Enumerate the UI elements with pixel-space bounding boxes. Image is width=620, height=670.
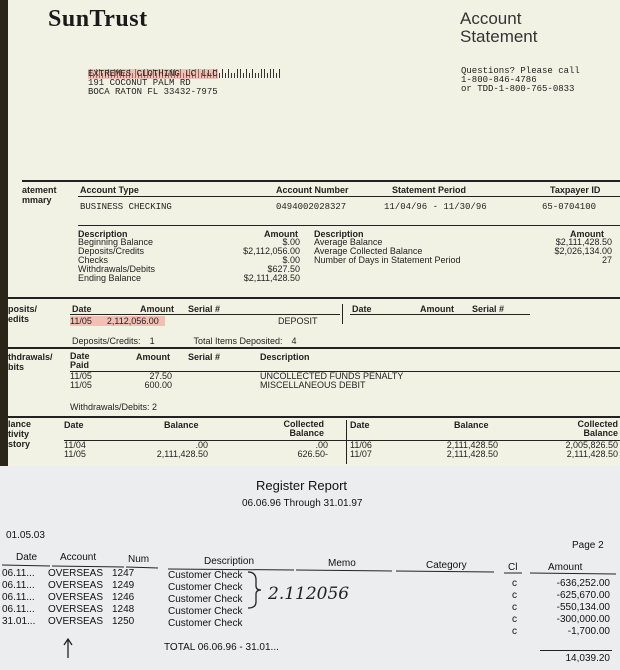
balance-header-collected: Collected Balance	[283, 419, 324, 438]
register-amounts: -636,252.00 -625,670.00 -550,134.00 -300,000.00 -1,700.00	[556, 578, 610, 637]
statement-title-line2: Statement	[460, 27, 538, 46]
postal-barcode	[90, 60, 282, 69]
deposits-top-rule	[8, 297, 620, 299]
deposit-description: DEPOSIT	[278, 316, 318, 326]
deposit-date: 11/05	[70, 316, 92, 326]
statement-period-value: 11/04/96 - 11/30/96	[384, 202, 487, 212]
register-accounts: OVERSEAS OVERSEAS OVERSEAS OVERSEAS OVERSEAS	[48, 568, 104, 627]
balance-header-date: Date	[64, 420, 84, 430]
barcode-bar	[228, 69, 229, 78]
deposit-row	[70, 316, 165, 326]
header-statement-period: Statement Period	[392, 185, 467, 195]
withdrawals-header-amount: Amount	[136, 352, 170, 362]
col-header-date: Date	[16, 552, 38, 563]
deposits-header-serial-2: Serial #	[472, 304, 505, 314]
barcode-bar	[231, 73, 232, 78]
barcode-bar	[252, 69, 253, 78]
statement-title-line1: Account	[460, 9, 522, 28]
register-report-sheet	[0, 466, 620, 670]
handwritten-brace	[244, 570, 264, 610]
withdrawals-header-serial: Serial #	[188, 352, 221, 362]
balance-right-balances: 2,111,428.50 2,111,428.50	[446, 440, 498, 459]
deposits-column-divider	[342, 304, 343, 324]
account-type-value: BUSINESS CHECKING	[80, 202, 172, 212]
register-check-numbers: 1247 1249 1246 1248 1250	[112, 568, 135, 627]
barcode-bar	[240, 69, 241, 78]
summary-right-amounts: $2,111,428.50 $2,026,134.00 27	[554, 237, 612, 265]
summary-top-rule	[22, 180, 620, 182]
register-total-amount: 14,039.20	[565, 653, 610, 664]
summary-right-descriptions: Average Balance Average Collected Balance Number of Days in Statement Period	[314, 237, 461, 265]
balance-left-balances: .00 2,111,428.50	[156, 440, 208, 459]
deposits-header-amount: Amount	[140, 304, 174, 314]
balance-section-label: lance tivity story	[8, 419, 32, 449]
summary-mid-rule	[78, 225, 620, 226]
balance-header-collected-2: Collected Balance	[577, 419, 618, 438]
withdrawal-amounts: 27.50 600.00	[144, 371, 172, 390]
barcode-bar	[273, 69, 274, 78]
barcode-bar	[222, 69, 223, 78]
balance-header-balance-2: Balance	[454, 420, 489, 430]
deposits-section-label: posits/ edits	[8, 304, 38, 324]
balance-right-dates: 11/06 11/07	[350, 440, 372, 459]
withdrawals-section-label: thdrawals/ bits	[8, 352, 53, 372]
barcode-bar	[234, 73, 235, 78]
deposits-footer: Deposits/Credits: 1 Total Items Deposited: 4	[72, 336, 297, 346]
summary-section-label: atement mmary	[22, 185, 57, 205]
barcode-bar	[279, 69, 280, 78]
barcode-bar	[264, 69, 265, 78]
col-header-amount: Amount	[548, 562, 583, 573]
summary-left-amounts: $.00 $2,112,056.00 $.00 $627.50 $2,111,428.50	[243, 237, 300, 283]
account-statement-sheet	[8, 0, 620, 468]
register-dates: 06.11... 06.11... 06.11... 06.11... 31.01...	[2, 568, 36, 627]
total-rule	[540, 650, 612, 651]
register-title: Register Report	[256, 478, 348, 493]
handwritten-total-note: 2.112056	[268, 584, 350, 604]
summary-left-descriptions: Beginning Balance Deposits/Credits Checks Withdrawals/Debits Ending Balance	[78, 237, 156, 283]
contact-line-1: Questions? Please call	[461, 66, 580, 76]
col-header-account: Account	[60, 552, 97, 563]
taxpayer-id-value: 65-0704100	[542, 202, 597, 212]
barcode-bar	[267, 73, 268, 78]
summary-left-description-header: Description	[78, 229, 128, 239]
barcode-bar	[237, 69, 238, 78]
deposits-header-rule-2	[350, 314, 530, 315]
balance-header-date-2: Date	[350, 420, 370, 430]
bank-logo: SunTrust	[48, 6, 148, 32]
withdrawals-header-description: Description	[260, 352, 310, 362]
mailing-address	[88, 70, 218, 97]
balance-left-dates: 11/04 11/05	[64, 440, 86, 459]
balance-header-balance: Balance	[164, 420, 199, 430]
account-number-value: 0494002028327	[276, 202, 347, 212]
withdrawal-descriptions: UNCOLLECTED FUNDS PENALTY MISCELLANEOUS DEBIT	[260, 371, 404, 390]
barcode-bar	[243, 73, 244, 78]
contact-info	[461, 67, 580, 94]
col-header-category: Category	[426, 560, 467, 571]
address-line-2: 191 COCONUT PALM RD	[88, 78, 191, 88]
deposits-header-date: Date	[72, 304, 92, 314]
summary-right-amount-header: Amount	[570, 229, 604, 239]
summary-right-description-header: Description	[314, 229, 364, 239]
summary-left-amount-header: Amount	[264, 229, 298, 239]
deposits-header-serial: Serial #	[188, 304, 221, 314]
summary-header-rule	[78, 196, 620, 197]
barcode-bar	[246, 69, 247, 78]
handwritten-arrow	[60, 636, 76, 660]
withdrawals-top-rule	[8, 347, 620, 349]
contact-line-2: 1-800-846-4786	[461, 75, 537, 85]
col-header-num: Num	[128, 554, 150, 565]
col-header-cl: Cl	[508, 562, 518, 573]
barcode-bar	[249, 73, 250, 78]
register-date-range: 06.06.96 Through 31.01.97	[242, 498, 363, 509]
balance-left-collected: .00 626.50-	[297, 440, 328, 459]
withdrawals-footer: Withdrawals/Debits: 2	[70, 402, 158, 412]
register-cleared-flags: c c c c c	[512, 578, 517, 637]
barcode-bar	[258, 73, 259, 78]
header-account-type: Account Type	[80, 185, 139, 195]
register-print-date: 01.05.03	[6, 530, 45, 541]
contact-line-3: or TDD-1-800-765-0833	[461, 84, 575, 94]
barcode-bar	[276, 73, 277, 78]
barcode-bar	[270, 69, 271, 78]
register-total-label: TOTAL 06.06.96 - 31.01...	[164, 642, 279, 653]
col-header-memo: Memo	[328, 558, 356, 569]
deposits-header-amount-2: Amount	[420, 304, 454, 314]
header-account-number: Account Number	[276, 185, 349, 195]
barcode-bar	[219, 73, 220, 78]
balance-right-collected: 2,005,826.50 2,111,428.50	[565, 440, 618, 459]
deposit-amount: 2,112,056.00	[106, 316, 159, 326]
balance-top-rule	[8, 416, 620, 418]
withdrawal-dates: 11/05 11/05	[70, 371, 92, 390]
balance-column-divider	[346, 420, 347, 464]
barcode-bar	[261, 69, 262, 78]
address-line-1: EXTREMES CLOTHING LC LLC	[88, 69, 218, 79]
barcode-bar	[225, 73, 226, 78]
register-page-number: Page 2	[572, 540, 604, 551]
withdrawals-header-date-paid: Date Paid	[70, 351, 90, 370]
deposits-header-date-2: Date	[352, 304, 372, 314]
header-taxpayer-id: Taxpayer ID	[550, 185, 601, 195]
address-line-3: BOCA RATON FL 33432-7975	[88, 87, 218, 97]
register-descriptions: Customer Check Customer Check Customer Check Customer Check Customer Check	[168, 570, 243, 629]
barcode-bar	[255, 73, 256, 78]
deposits-header-rule	[70, 314, 340, 315]
col-header-description: Description	[204, 556, 255, 567]
